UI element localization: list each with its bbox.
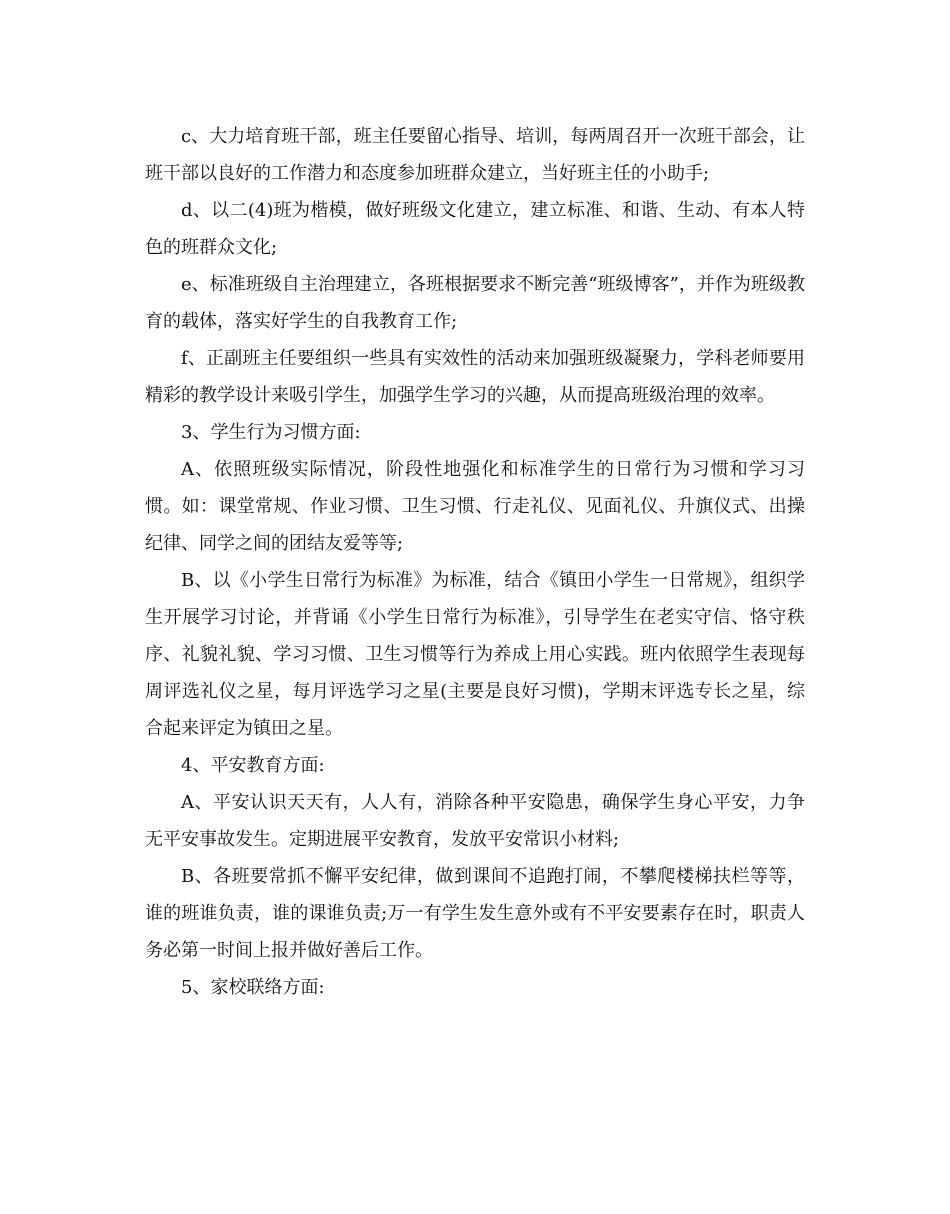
- paragraph-f: f、正副班主任要组织一些具有实效性的活动来加强班级凝聚力，学科老师要用精彩的教学设计来吸引学生，加强学生学习的兴趣，从而提高班级治理的效率。: [145, 348, 805, 406]
- paragraph-c: c、大力培育班干部，班主任要留心指导、培训，每两周召开一次班干部会，让班干部以良好的工作潜力和态度参加班群众建立，当好班主任的小助手;: [145, 126, 805, 184]
- paragraph-3a: A、依照班级实际情况，阶段性地强化和标准学生的日常行为习惯和学习习惯。如：课堂常规、作业习惯、卫生习惯、行走礼仪、见面礼仪、升旗仪式、出操纪律、同学之间的团结友爱等等;: [145, 459, 805, 554]
- paragraph-4b: B、各班要常抓不懈平安纪律，做到课间不追跑打闹，不攀爬楼梯扶栏等等，谁的班谁负责，谁的课谁负责;万一有学生发生意外或有不平安要素存在时，职责人务必第一时间上报并做好善后工作。: [145, 866, 805, 961]
- paragraph-3b: B、以《小学生日常行为标准》为标准，结合《镇田小学生一日常规》，组织学生开展学习讨论，并背诵《小学生日常行为标准》，引导学生在老实守信、恪守秩序、礼貌礼貌、学习习惯、卫生习惯等行为养成上用心实践。班内依照学生表现每周评选礼仪之星，每月评选学习之星(主要是良好习惯)，学期末评选专长之星，综合起来评定为镇田之星。: [145, 570, 805, 739]
- section-heading-5: 5、家校联络方面:: [181, 977, 325, 998]
- document-body: [145, 118, 805, 1006]
- paragraph-d: d、以二(4)班为楷模，做好班级文化建立，建立标准、和谐、生动、有本人特色的班群众文化;: [145, 200, 805, 258]
- paragraph-e: e、标准班级自主治理建立，各班根据要求不断完善“班级博客”，并作为班级教育的载体，落实好学生的自我教育工作;: [145, 274, 805, 332]
- section-heading-4: 4、平安教育方面:: [181, 755, 325, 776]
- paragraph-4a: A、平安认识天天有，人人有，消除各种平安隐患，确保学生身心平安，力争无平安事故发生。定期进展平安教育，发放平安常识小材料;: [145, 792, 805, 850]
- section-heading-3: 3、学生行为习惯方面:: [181, 422, 361, 443]
